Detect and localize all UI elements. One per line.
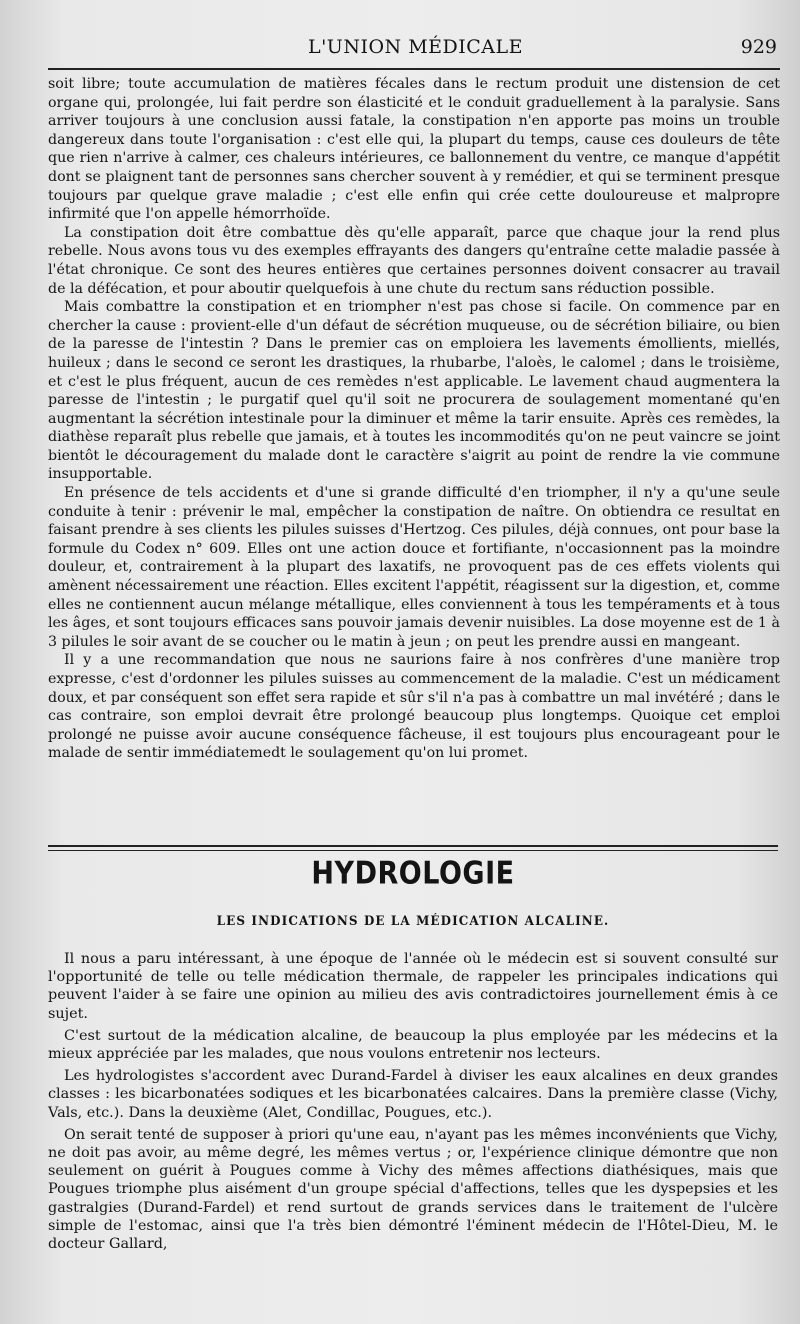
page-header	[48, 30, 783, 64]
header-rule	[48, 68, 780, 70]
section-rule-thin	[48, 850, 778, 851]
paragraph: Il nous a paru intéressant, à une époque de l'année où le médecin est si souvent consulté sur l'opportunité de telle ou telle médication thermale, de rappeler les principales indications qui peuvent l'aider à se faire une opinion au milieu des avis contradictoires journellement émis à ce sujet.	[48, 951, 778, 1022]
article-text	[48, 950, 778, 1257]
section-title: HYDROLOGIE	[311, 855, 515, 892]
running-title: L'UNION MÉDICALE	[307, 36, 524, 58]
paragraph: La constipation doit être combattue dès qu'elle apparaît, parce que chaque jour la rend plus rebelle. Nous avons tous vu des exemples effrayants des dangers qu'entraîne cette maladie passée à l'état chronique. Ce sont des heures entières que certaines personnes doivent consacrer au travail de la défécation, et pour aboutir quelquefois à une chute du rectum sans réduction possible.	[48, 224, 780, 297]
section-rule-top	[48, 845, 778, 847]
paragraph: On serait tenté de supposer à priori qu'une eau, n'ayant pas les mêmes inconvénients que Vichy, ne doit pas avoir, au même degré, les mêmes vertus ; or, l'expérience clinique démontre que non seulement on guérit à Pougues comme à Vichy des mêmes affections diathésiques, mais que Pougues triomphe plus aisément d'un groupe spécial d'affections, telles que les dyspepsies et les gastralgies (Durand-Fardel) et rend surtout de grands services dans le traitement de l'ulcère simple de l'estomac, ainsi que l'a très bien démontré l'éminent médecin de l'Hôtel-Dieu, M. le docteur Gallard,	[48, 1126, 778, 1253]
paragraph: C'est surtout de la médication alcaline, de beaucoup la plus employée par les médecins et la mieux appréciée par les malades, que nous voulons entretenir nos lecteurs.	[48, 1027, 778, 1063]
paragraph: Mais combattre la constipation et en triompher n'est pas chose si facile. On commence par en chercher la cause : provient-elle d'un défaut de sécrétion muqueuse, ou de sécrétion biliaire, ou bien de la paresse de l'intestin ? Dans le premier cas on emploiera les lavements émollients, miellés, huileux ; dans le second ce seront les drastiques, la rhubarbe, l'aloès, le calomel ; dans le troisième, et c'est le plus fréquent, aucun de ces remèdes n'est applicable. Le lavement chaud augmentera la paresse de l'intestin ; le purgatif quel qu'il soit ne procurera de soulagement momentané qu'en augmentant la sécrétion intestinale pour la diminuer et même la tarir ensuite. Après ces remèdes, la diathèse reparaît plus rebelle que jamais, et à toutes les incommodités qu'on ne peut vaincre se joint bientôt le découragement du malade dont le caractère s'aigrit au point de rendre la vie commune insupportable.	[48, 299, 780, 483]
paragraph: Les hydrologistes s'accordent avec Durand-Fardel à diviser les eaux alcalines en deux grandes classes : les bicarbonatées sodiques et les bicarbonatées calcaires. Dans la première classe (Vichy, Vals, etc.). Dans la deuxième (Alet, Condillac, Pougues, etc.).	[48, 1068, 778, 1121]
page-number: 929	[740, 36, 777, 58]
paragraph: soit libre; toute accumulation de matières fécales dans le rectum produit une distension de cet organe qui, prolongée, lui fait perdre son élasticité et le conduit graduellement à la paralysie. Sans arriver toujours à une conclusion aussi fatale, la constipation n'en apporte pas moins un trouble dangereux dans toute l'organisation : c'est elle qui, la plupart du temps, cause ces douleurs de tête que rien n'arrive à calmer, ces chaleurs intérieures, ce ballonnement du ventre, ce manque d'appétit dont se plaignent tant de personnes sans chercher souvent à y remédier, et qui se terminent presque toujours par quelque grave maladie ; c'est elle enfin qui crée cette douloureuse et malpropre infirmité que l'on appelle hémorrhoïde.	[48, 76, 780, 223]
article-title: LES INDICATIONS DE LA MÉDICATION ALCALINE.	[216, 914, 610, 929]
paragraph: En présence de tels accidents et d'une si grande difficulté d'en triompher, il n'y a qu'une seule conduite à tenir : prévenir le mal, empêcher la constipation de naître. On obtiendra ce resultat en faisant prendre à ses clients les pilules suisses d'Hertzog. Ces pilules, déjà connues, ont pour base la formule du Codex n° 609. Elles ont une action douce et fortifiante, n'occasionnent pas la moindre douleur, et, contrairement à la plupart des laxatifs, ne provoquent pas de ces effets violents qui amènent nécessairement une réaction. Elles excitent l'appétit, réagissent sur la digestion, et, comme elles ne contiennent aucun mélange métallique, elles conviennent à tous les tempéraments et à tous les âges, et sont toujours efficaces sans pouvoir jamais devenir nuisibles. La dose moyenne est de 1 à 3 pilules le soir avant de se coucher ou le matin à jeun ; on peut les prendre aussi en mangeant.	[48, 485, 780, 650]
paragraph: Il y a une recommandation que nous ne saurions faire à nos confrères d'une manière trop expresse, c'est d'ordonner les pilules suisses au commencement de la maladie. C'est un médicament doux, et par conséquent son effet sera rapide et sûr s'il n'a pas à combattre un mal invétéré ; dans le cas contraire, son emploi devrait être prolongé beaucoup plus longtemps. Quoique cet emploi prolongé ne puisse avoir aucune conséquence fâcheuse, il est toujours plus encourageant pour le malade de sentir immédiatemedt le soulagement qu'on lui promet.	[48, 652, 780, 762]
article-continued-text	[48, 75, 780, 763]
